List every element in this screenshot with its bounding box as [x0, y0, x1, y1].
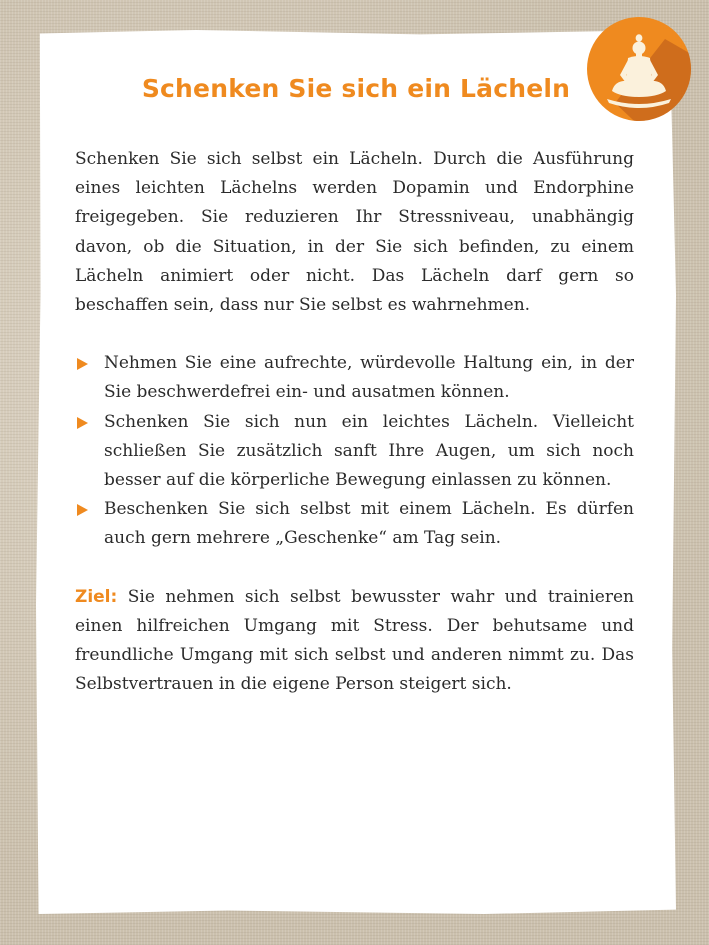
meditation-badge [587, 17, 691, 121]
goal-label: Ziel: [75, 586, 118, 607]
list-item-text: Schenken Sie sich nun ein leichtes Lächeln. Vielleicht schließen Sie zusätzlich sanft Ihre Augen, um sich noch besser auf die körperliche Bewegung einlassen zu können. [104, 411, 634, 491]
meditation-icon [587, 17, 691, 121]
arrow-bullet-icon [77, 358, 88, 370]
list-item [75, 408, 634, 496]
list-item-text: Beschenken Sie sich selbst mit einem Lächeln. Es dürfen auch gern mehrere „Geschenke“ am Tag sein. [104, 499, 634, 549]
instruction-list [75, 349, 634, 553]
body-text [75, 145, 634, 699]
arrow-bullet-icon [77, 417, 88, 429]
list-item [75, 349, 634, 407]
arrow-bullet-icon [77, 504, 88, 516]
goal-text: Sie nehmen sich selbst bewusster wahr und trainieren einen hilfreichen Umgang mit Stress. Der behutsame und freundliche Umgang mit sich selbst und anderen nimmt zu. Das Selbstvertrauen in die eigene Person steigert sich. [75, 586, 634, 695]
list-item-text: Nehmen Sie eine aufrechte, würdevolle Haltung ein, in der Sie beschwerdefrei ein- und ausatmen können. [104, 353, 634, 403]
goal-paragraph [75, 583, 634, 700]
page-title: Schenken Sie sich ein Lächeln [141, 74, 571, 103]
intro-paragraph: Schenken Sie sich selbst ein Lächeln. Durch die Ausführung eines leichten Lächelns werden Dopamin und Endorphine freigegeben. Sie reduzieren Ihr Stressniveau, unabhängig davon, ob die Situation, in der Sie sich befinden, zu einem Lächeln animiert oder nicht. Das Lächeln darf gern so beschaffen sein, dass nur Sie selbst es wahrnehmen. [75, 149, 634, 316]
list-item [75, 495, 634, 553]
